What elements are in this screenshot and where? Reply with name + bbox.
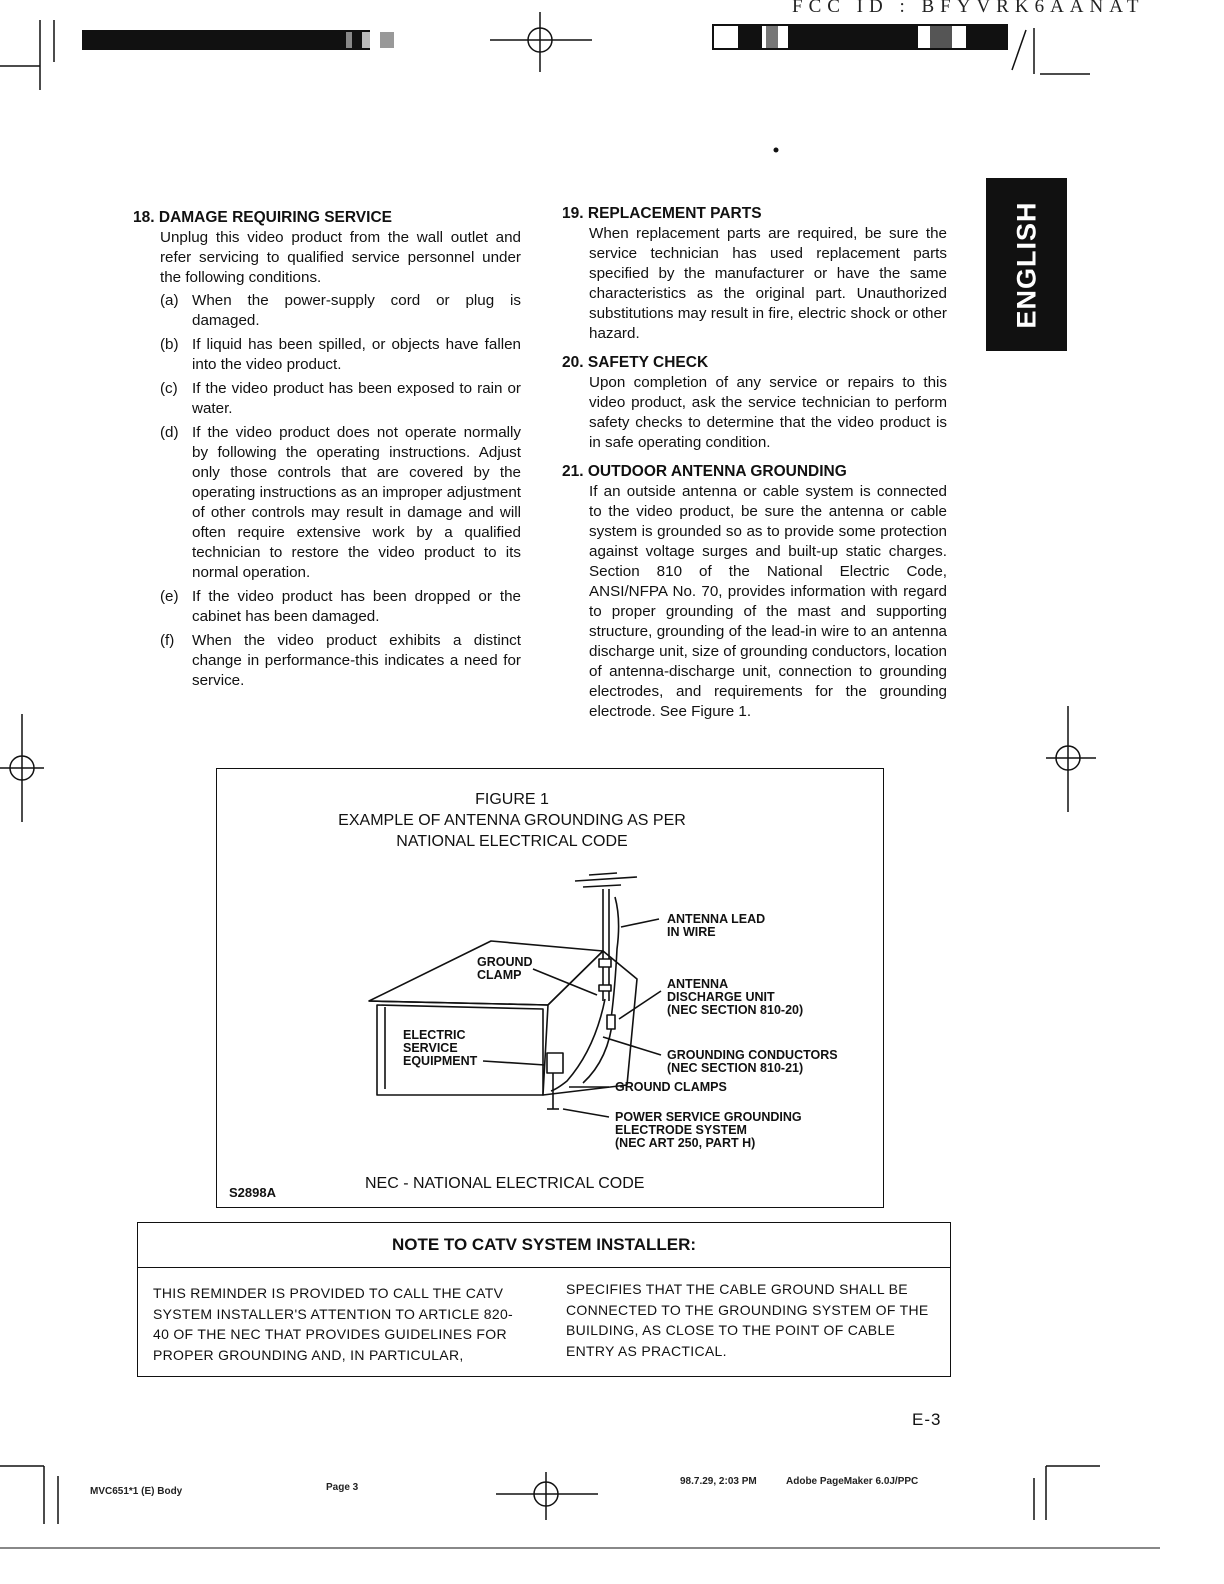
label-ground-clamps: GROUND CLAMPS (615, 1080, 727, 1094)
section-19-heading (562, 204, 947, 224)
figure-nec-note: NEC - NATIONAL ELECTRICAL CODE (365, 1175, 645, 1192)
figure-caption-line3: NATIONAL ELECTRICAL CODE (396, 833, 628, 850)
label-power-line3: (NEC ART 250, PART H) (615, 1136, 756, 1150)
footer-page: Page 3 (326, 1482, 359, 1493)
section-18-heading (133, 208, 521, 228)
footer-timestamp: 98.7.29, 2:03 PM (680, 1476, 757, 1487)
condition-label: (d) (160, 424, 179, 441)
section-18 (133, 208, 521, 695)
figure-id: S2898A (229, 1185, 276, 1200)
label-power-line1: POWER SERVICE GROUNDING (615, 1110, 802, 1124)
condition-item (133, 423, 521, 583)
condition-text: If the video product does not operate normally by following the operating instructions. Adjust only those controls that are covered by the operating instructions as an improper adjustment of other controls may result in damage and will often require extensive work by a qualified technician to restore the video product to its normal operation. (192, 424, 521, 581)
catv-note-right: SPECIFIES THAT THE CABLE GROUND SHALL BE CONNECTED TO THE GROUNDING SYSTEM OF THE BUILDING, AS CLOSE TO THE POINT OF CABLE ENTRY AS PRACTICAL. (566, 1281, 929, 1359)
condition-text: If liquid has been spilled, or objects have fallen into the video product. (192, 336, 521, 373)
condition-item (133, 587, 521, 627)
label-power-service (615, 1111, 802, 1150)
section-21-body: If an outside antenna or cable system is connected to the video product, be sure the antenna or cable system is grounded so as to provide some protection against voltage surges and built-up static charges. Section 810 of the National Electric Code, ANSI/NFPA No. 70, provides information with regard to proper grounding of the mast and supporting structure, grounding of the lead-in wire to an antenna discharge unit, size of grounding conductors, location of antenna-discharge unit, connection to grounding electrodes, and requirements for the grounding electrode. See Figure 1. (589, 483, 947, 720)
figure-caption-line1: FIGURE 1 (475, 791, 549, 808)
section-18-conditions (133, 291, 521, 691)
footer-app: Adobe PageMaker 6.0J/PPC (786, 1476, 919, 1487)
condition-text: When the power-supply cord or plug is damaged. (192, 292, 521, 329)
footer-file: MVC651*1 (E) Body (90, 1486, 183, 1497)
fcc-id: FCC ID : BFYVRK6AANAT (792, 0, 1145, 17)
condition-text: When the video product exhibits a distinct change in performance-this indicates a need for service. (192, 632, 521, 689)
language-tab-label: ENGLISH (1011, 200, 1041, 329)
label-discharge-unit (667, 978, 803, 1017)
section-18-number: 18. (133, 209, 155, 226)
section-19-number: 19. (562, 205, 584, 222)
label-ground-clamp-line2: CLAMP (477, 968, 522, 982)
condition-text: If the video product has been dropped or the cabinet has been damaged. (192, 588, 521, 625)
page-number: E-3 (912, 1410, 942, 1429)
color-bar-right (712, 24, 1008, 50)
color-bar-left (82, 30, 370, 50)
label-conductors-line2: (NEC SECTION 810-21) (667, 1061, 804, 1075)
figure-1 (216, 768, 884, 1208)
right-column (562, 204, 947, 722)
label-antenna-lead-line2: IN WIRE (667, 925, 716, 939)
section-20-number: 20. (562, 354, 584, 371)
label-electric-line3: EQUIPMENT (403, 1054, 478, 1068)
catv-note-left: THIS REMINDER IS PROVIDED TO CALL THE CATV SYSTEM INSTALLER'S ATTENTION TO ARTICLE 820-40 OF THE NEC THAT PROVIDES GUIDELINES FOR PROPER GROUNDING AND, IN PARTICULAR, (153, 1285, 514, 1363)
condition-label: (f) (160, 632, 175, 649)
section-20-heading (562, 353, 947, 373)
section-18-title: DAMAGE REQUIRING SERVICE (158, 209, 392, 226)
label-power-line2: ELECTRODE SYSTEM (615, 1123, 747, 1137)
section-21-number: 21. (562, 463, 584, 480)
condition-item (133, 379, 521, 419)
condition-label: (a) (160, 292, 179, 309)
section-18-intro: Unplug this video product from the wall outlet and refer servicing to qualified service personnel under the following conditions. (160, 229, 521, 286)
label-antenna-lead (667, 913, 765, 939)
label-ground-clamp-line1: GROUND (477, 955, 533, 969)
figure-caption-line2: EXAMPLE OF ANTENNA GROUNDING AS PER (338, 812, 686, 829)
condition-text: If the video product has been exposed to rain or water. (192, 380, 521, 417)
section-21-heading (562, 462, 947, 482)
condition-label: (e) (160, 588, 179, 605)
condition-label: (c) (160, 380, 178, 397)
section-20-title: SAFETY CHECK (587, 354, 709, 371)
section-19-title: REPLACEMENT PARTS (587, 205, 762, 222)
condition-item (133, 291, 521, 331)
label-discharge-line3: (NEC SECTION 810-20) (667, 1003, 804, 1017)
label-discharge-line1: ANTENNA (667, 977, 729, 991)
section-19-body: When replacement parts are required, be sure the service technician has used replacement parts specified by the manufacturer or have the same characteristics as the original part. Unauthorized substitutions may result in fire, electric shock or other hazard. (589, 225, 947, 342)
label-conductors-line1: GROUNDING CONDUCTORS (667, 1048, 838, 1062)
catv-note (137, 1222, 951, 1377)
label-electric-line1: ELECTRIC (403, 1028, 466, 1042)
condition-label: (b) (160, 336, 179, 353)
label-grounding-conductors (667, 1049, 838, 1075)
label-discharge-line2: DISCHARGE UNIT (667, 990, 775, 1004)
catv-note-title: NOTE TO CATV SYSTEM INSTALLER: (138, 1223, 950, 1268)
label-ground-clamp (477, 956, 533, 982)
condition-item (133, 335, 521, 375)
label-electric-service (403, 1029, 477, 1068)
label-antenna-lead-line1: ANTENNA LEAD (667, 912, 766, 926)
language-tab (986, 178, 1067, 351)
condition-item (133, 631, 521, 691)
section-20-body: Upon completion of any service or repairs to this video product, ask the service technician to perform safety checks to determine that the video product is in safe operating condition. (589, 374, 947, 451)
label-electric-line2: SERVICE (403, 1041, 458, 1055)
section-21-title: OUTDOOR ANTENNA GROUNDING (587, 463, 847, 480)
